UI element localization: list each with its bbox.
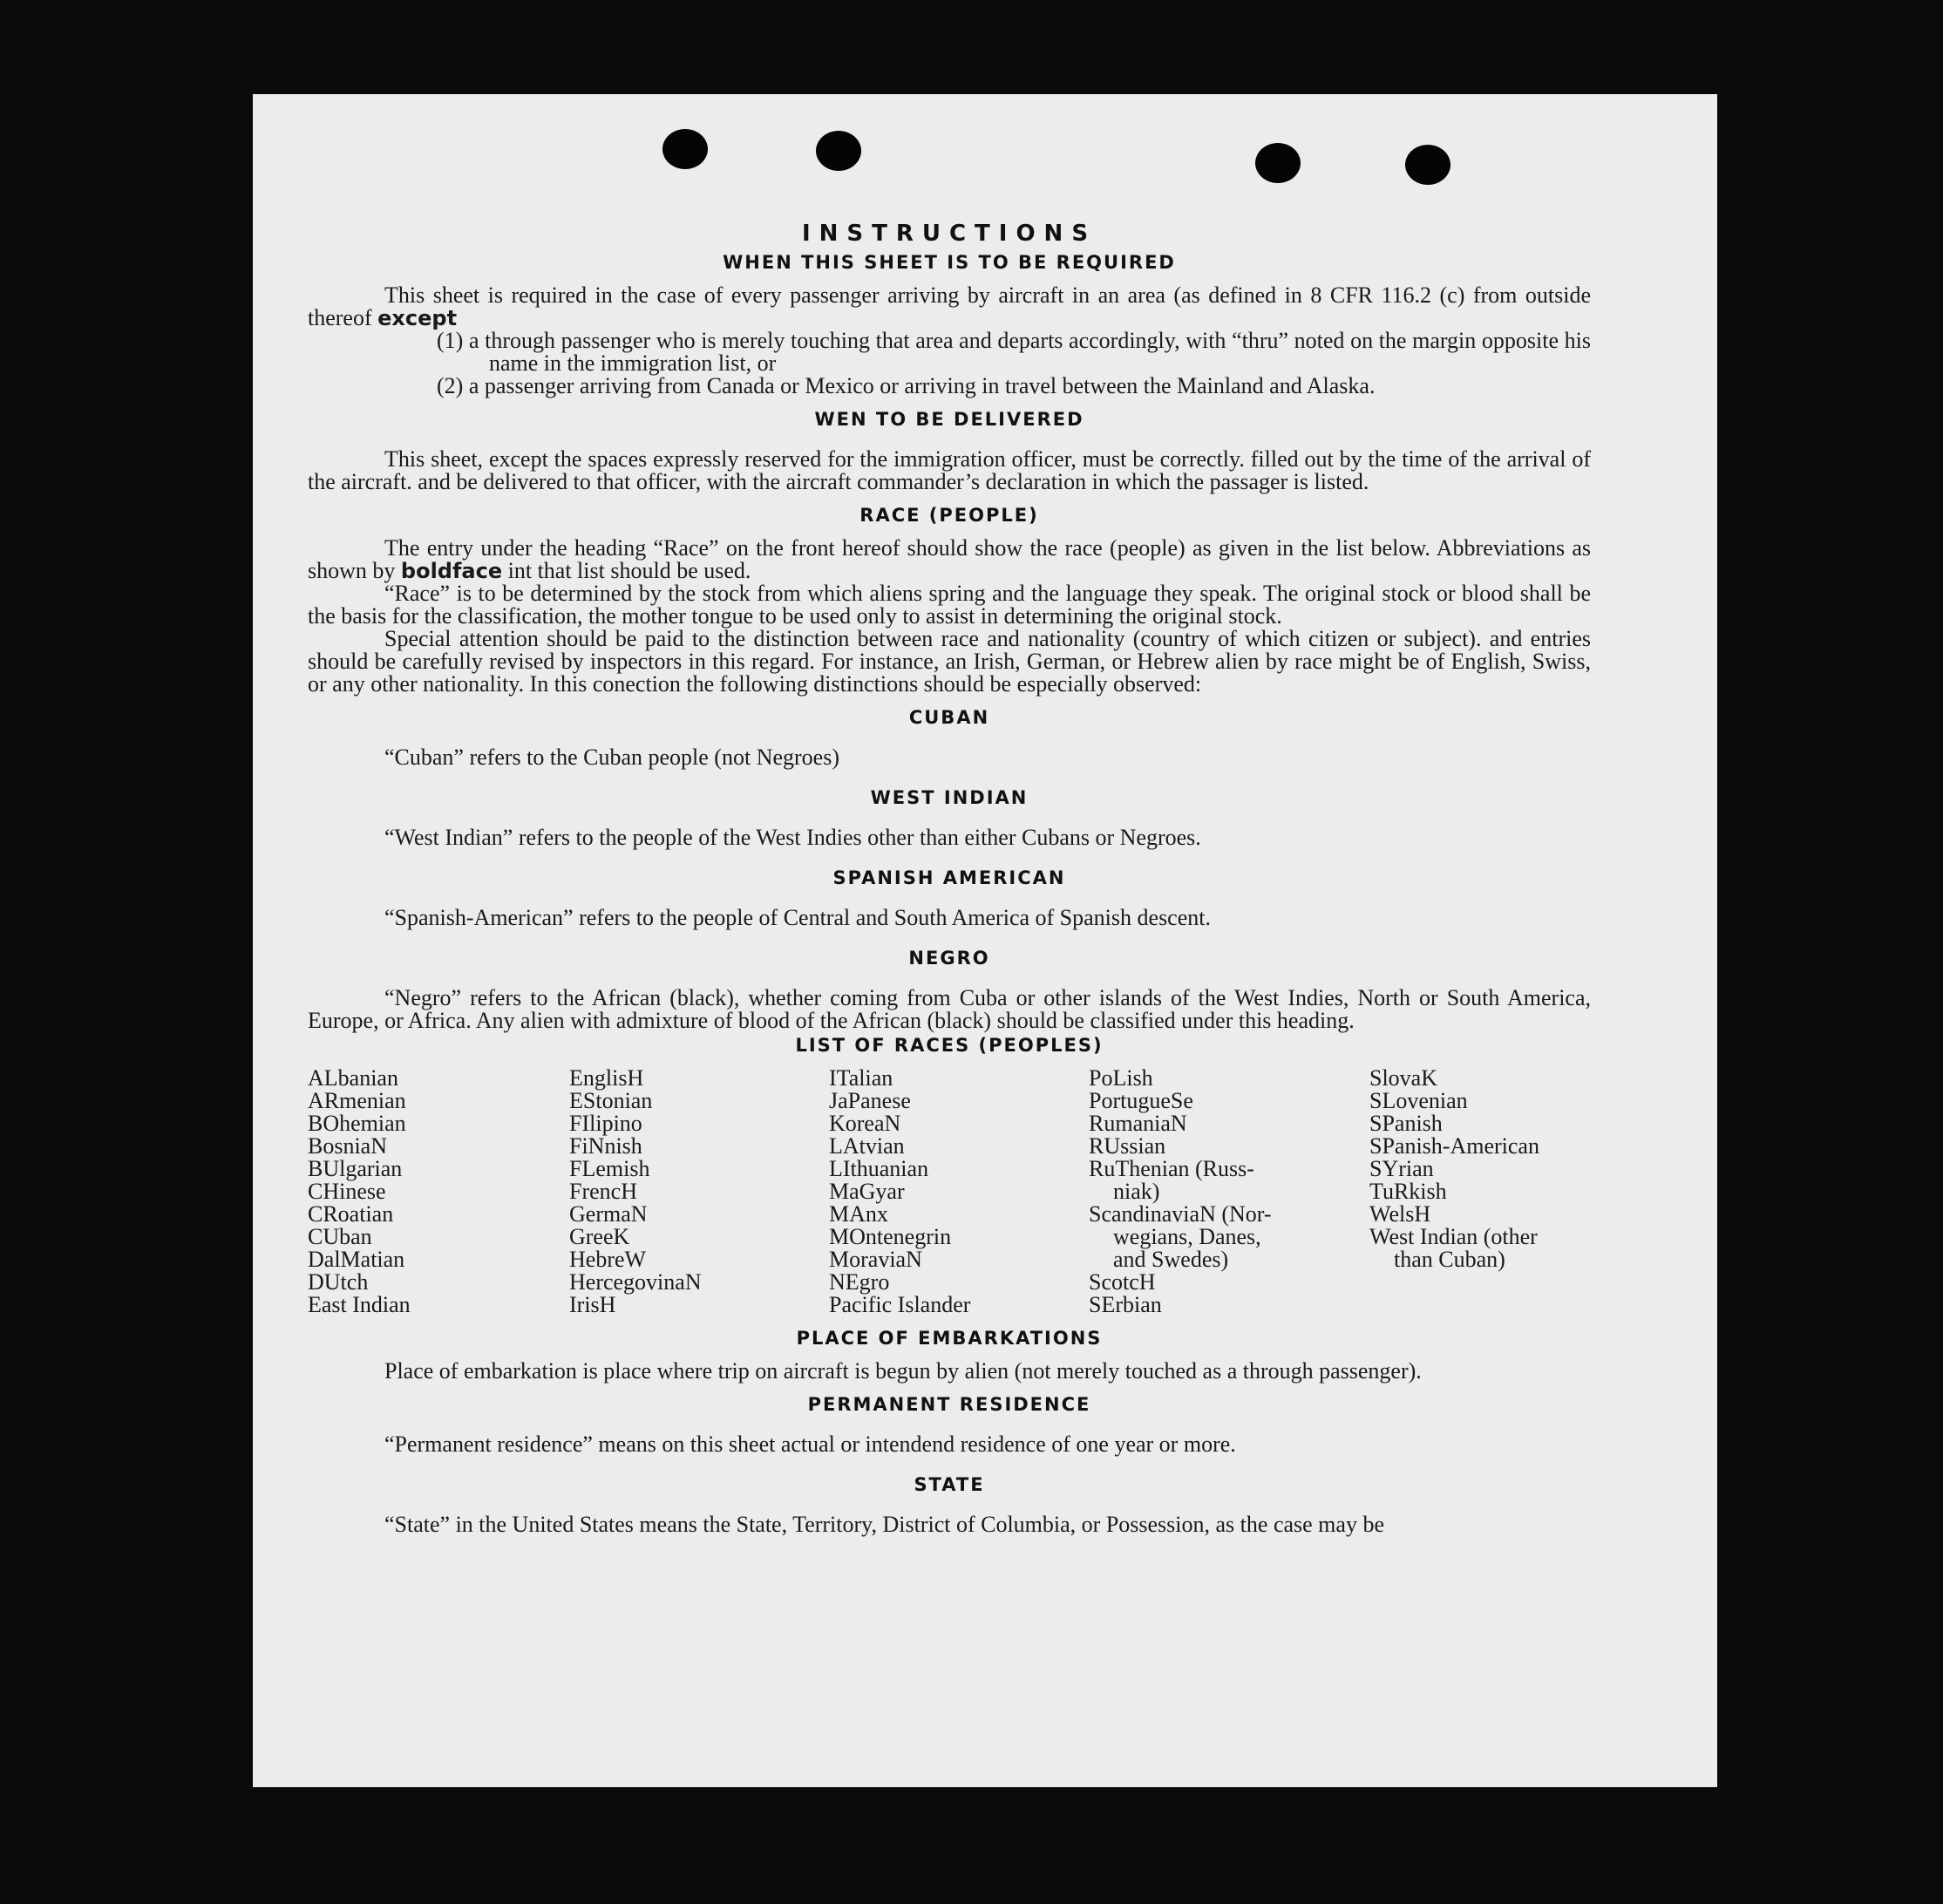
race-entry: RumaniaN [1089, 1111, 1187, 1136]
race-entry: SLovenian [1369, 1088, 1468, 1113]
race-entry: FrencH [569, 1179, 637, 1204]
race-entry: GermaN [569, 1201, 648, 1227]
instructions-text [308, 218, 1591, 1536]
race-entry: West Indian (other [1369, 1224, 1538, 1249]
heading-race: RACE (PEOPLE) [859, 505, 1039, 526]
race-entry: MAnx [829, 1201, 888, 1227]
race-entry: PortugueSe [1089, 1088, 1193, 1113]
race-entry: TuRkish [1369, 1179, 1447, 1204]
race-paragraph-1: The entry under the heading “Race” on the front hereof should show the race (people) as given in the list below. Abbreviations as shown by boldface int that list should be used. [308, 535, 1591, 583]
race-entry: SPanish-American [1369, 1133, 1539, 1159]
cuban-text: “Cuban” refers to the Cuban people (not Negroes) [384, 745, 839, 770]
race-entry: DalMatian [308, 1247, 405, 1272]
heading-negro: NEGRO [908, 948, 990, 969]
race-entry: LAtvian [829, 1133, 905, 1159]
state-text: “State” in the United States means the State, Territory, District of Columbia, or Possession, as the case may be [384, 1512, 1384, 1537]
race-entry: MoraviaN [829, 1247, 922, 1272]
race-entry: MaGyar [829, 1179, 905, 1204]
heading-embarkation: PLACE OF EMBARKATIONS [796, 1328, 1103, 1349]
race-entry: FiNnish [569, 1133, 642, 1159]
race-column-2 [569, 1067, 829, 1316]
race-paragraph-2: “Race” is to be determined by the stock from which aliens spring and the language they speak. The original stock or blood shall be the basis for the classification, the mother tongue to be used only to assist in determining the original stock. [308, 581, 1591, 629]
race-entry: EStonian [569, 1088, 653, 1113]
race-entry: HebreW [569, 1247, 647, 1272]
heading-state: STATE [914, 1474, 985, 1495]
race-entry: Pacific Islander [829, 1292, 971, 1317]
race-entry: ScotcH [1089, 1269, 1156, 1295]
heading-cuban: CUBAN [908, 707, 990, 728]
embarkation-text: Place of embarkation is place where trip on aircraft is begun by alien (not merely touched as a through passenger). [384, 1358, 1422, 1384]
heading-delivered: WEN TO BE DELIVERED [814, 409, 1084, 430]
heading-list-of-races: LIST OF RACES (PEOPLES) [795, 1035, 1104, 1056]
race-column-3 [829, 1067, 1089, 1316]
race-paragraph-3: Special attention should be paid to the distinction between race and nationality (country of which citizen or subject). and entries should be carefully revised by inspectors in this regard. For instance, an Irish, German, or Hebrew alien by race might be of English, Swiss, or any other nationality. In this conection the following distinctions should be especially observed: [308, 626, 1591, 697]
punch-hole [1255, 143, 1301, 183]
race-entry-continued: wegians, Danes, [1113, 1224, 1261, 1249]
race-entry: HercegovinaN [569, 1269, 702, 1295]
race-entry: PoLish [1089, 1065, 1153, 1091]
race-entry: SPanish [1369, 1111, 1443, 1136]
delivered-text: This sheet, except the spaces expressly reserved for the immigration officer, must be correctly. filled out by the time of the arrival of the aircraft. and be delivered to that officer, with the aircraft commander’s declaration in which the passager is listed. [308, 446, 1591, 494]
heading-spanish-american: SPANISH AMERICAN [832, 867, 1066, 888]
race-entry: MOntenegrin [829, 1224, 952, 1249]
heading-permanent-residence: PERMANENT RESIDENCE [807, 1394, 1091, 1415]
race-entry: CHinese [308, 1179, 386, 1204]
required-intro: This sheet is required in the case of every passenger arriving by aircraft in an area (as defined in 8 CFR 116.2 (c) from outside thereof except [308, 282, 1591, 330]
race-entry: WelsH [1369, 1201, 1431, 1227]
race-entry: SlovaK [1369, 1065, 1437, 1091]
race-entry-continued: and Swedes) [1113, 1247, 1229, 1272]
spanish-american-text: “Spanish-American” refers to the people of Central and South America of Spanish descent. [384, 905, 1211, 930]
race-column-5 [1369, 1067, 1591, 1316]
race-entry: IrisH [569, 1292, 616, 1317]
race-entry: KoreaN [829, 1111, 901, 1136]
race-list [308, 1067, 1591, 1316]
punch-hole [1405, 145, 1450, 185]
race-entry: DUtch [308, 1269, 369, 1295]
west-indian-text: “West Indian” refers to the people of the West Indies other than either Cubans or Negroes. [384, 825, 1201, 850]
race-entry: LIthuanian [829, 1156, 929, 1181]
race-column-4 [1089, 1067, 1369, 1316]
race-entry-continued: than Cuban) [1394, 1247, 1505, 1272]
race-entry-continued: niak) [1113, 1179, 1160, 1204]
race-entry: JaPanese [829, 1088, 911, 1113]
race-entry: CUban [308, 1224, 372, 1249]
race-entry: ALbanian [308, 1065, 398, 1091]
race-column-1 [308, 1067, 569, 1316]
race-entry: BOhemian [308, 1111, 406, 1136]
race-entry: ITalian [829, 1065, 893, 1091]
punch-hole [662, 129, 708, 169]
race-entry: NEgro [829, 1269, 890, 1295]
race-entry: SErbian [1089, 1292, 1162, 1317]
race-entry: EnglisH [569, 1065, 644, 1091]
punch-hole [816, 131, 861, 171]
race-entry: RuThenian (Russ- [1089, 1156, 1254, 1181]
race-entry: BUlgarian [308, 1156, 403, 1181]
heading-required: WHEN THIS SHEET IS TO BE REQUIRED [723, 252, 1176, 273]
race-entry: BosniaN [308, 1133, 387, 1159]
required-item-2: (2) a passenger arriving from Canada or Mexico or arriving in travel between the Mainland and Alaska. [437, 373, 1376, 398]
heading-west-indian: WEST INDIAN [870, 787, 1029, 808]
required-item-1: (1) a through passenger who is merely touching that area and departs accordingly, with “thru” noted on the margin opposite his name in the immigration list, or [437, 328, 1591, 376]
race-entry: RUssian [1089, 1133, 1166, 1159]
race-entry: FIlipino [569, 1111, 642, 1136]
race-entry: ARmenian [308, 1088, 406, 1113]
race-entry: East Indian [308, 1292, 411, 1317]
race-entry: GreeK [569, 1224, 630, 1249]
negro-text: “Negro” refers to the African (black), whether coming from Cuba or other islands of the West Indies, North or South America, Europe, or Africa. Any alien with admixture of blood of the African (black) should be classified under this heading. [308, 985, 1591, 1033]
page-title: INSTRUCTIONS [801, 221, 1097, 247]
race-entry: SYrian [1369, 1156, 1434, 1181]
race-entry: ScandinaviaN (Nor- [1089, 1201, 1272, 1227]
race-entry: FLemish [569, 1156, 650, 1181]
permanent-residence-text: “Permanent residence” means on this sheet actual or intendend residence of one year or more. [384, 1431, 1236, 1457]
race-entry: CRoatian [308, 1201, 394, 1227]
